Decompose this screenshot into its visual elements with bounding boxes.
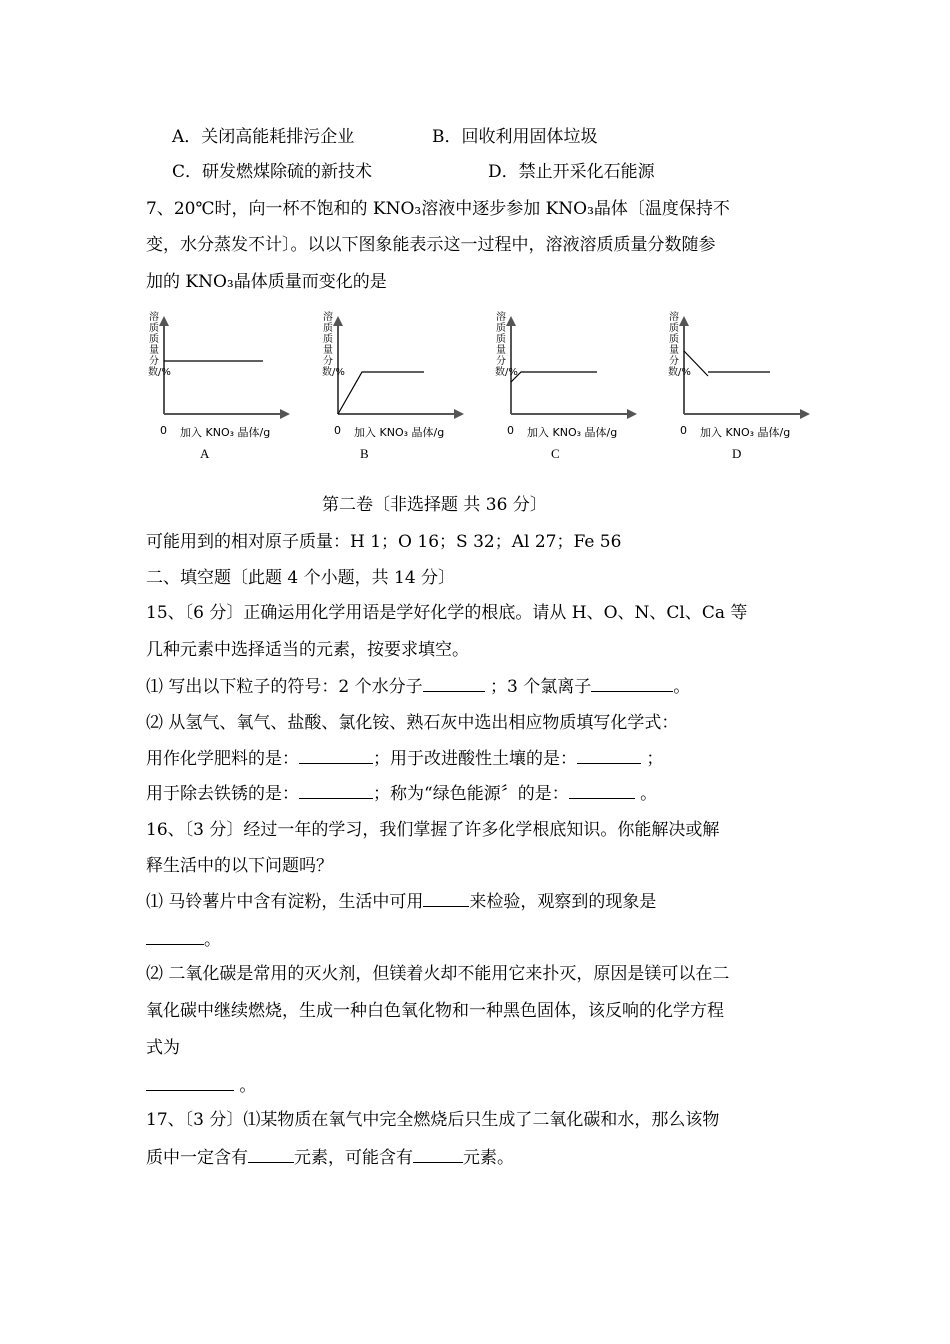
q15-fert-text-c: ；	[646, 749, 664, 769]
graph-c	[493, 310, 653, 460]
possible-elements-blank[interactable]	[413, 1146, 463, 1163]
graph-b-curve	[338, 372, 424, 414]
graph-c-origin: 0	[507, 424, 514, 437]
q15-fert-text-b: ；用于改进酸性土壤的是：	[373, 749, 577, 769]
q16-sub2-end: 。	[239, 1076, 257, 1096]
q15-sub2: ⑵ 从氢气、氧气、盐酸、氯化铵、熟石灰中选出相应物质填写化学式：	[146, 713, 679, 733]
fertilizer-blank[interactable]	[299, 747, 373, 764]
graph-d-x-label: 加入 KNO₃ 晶体/g	[700, 426, 791, 439]
q16-line-2: 释生活中的以下问题吗？	[146, 856, 333, 876]
graph-a-origin: 0	[160, 424, 167, 437]
q15-sub1-text-b: ；3 个氯离子	[490, 677, 592, 697]
graph-c-label: C	[551, 446, 560, 461]
equation-blank[interactable]	[146, 1074, 234, 1091]
q15-fert-text-a: 用作化学肥料的是：	[146, 749, 299, 769]
rust-removal-blank[interactable]	[299, 782, 373, 799]
q15-rust-text-c: 。	[640, 784, 658, 804]
graph-d-label: D	[732, 446, 742, 461]
q6-option-a: A．关闭高能耗排污企业	[172, 127, 355, 147]
q6-option-b: B．回收利用固体垃圾	[432, 127, 598, 147]
q6-option-d: D．禁止开采化石能源	[488, 162, 655, 182]
q16-sub2-line-2: 氧化碳中继续燃烧，生成一种白色氧化物和一种黑色固体，该反响的化学方程	[146, 1001, 724, 1021]
q16-line-1: 16、〔3 分〕经过一年的学习，我们掌握了许多化学根底知识。你能解决或解	[146, 820, 720, 840]
observation-blank[interactable]	[146, 928, 204, 945]
q15-rust-text-a: 用于除去铁锈的是：	[146, 784, 299, 804]
section2-title: 第二卷〔非选择题 共 36 分〕	[322, 495, 547, 515]
q16-sub1-text-a: ⑴ 马铃薯片中含有淀粉，生活中可用	[146, 892, 424, 912]
q17-line-1: 17、〔3 分〕⑴某物质在氧气中完全燃烧后只生成了二氧化碳和水，那么该物	[146, 1110, 720, 1130]
q15-line-1: 15、〔6 分〕正确运用化学用语是学好化学的根底。请从 H、O、N、Cl、Ca 等	[146, 603, 748, 623]
graph-a-label: A	[200, 446, 210, 461]
q15-sub1-text-a: ⑴ 写出以下粒子的符号：2 个水分子	[146, 677, 423, 697]
q16-sub2-line-1: ⑵ 二氧化碳是常用的灭火剂，但镁着火却不能用它来扑灭，原因是镁可以在二	[146, 964, 730, 984]
q15-sub1-text-c: 。	[673, 677, 691, 697]
graph-a-y-label: 溶质质量分数/%	[148, 312, 171, 378]
q7-line-1: 7、20℃时，向一杯不饱和的 KNO₃溶液中逐步参加 KNO₃晶体〔温度保持不	[146, 199, 730, 219]
graph-c-curve	[511, 372, 597, 382]
q16-sub1-text-b: 来检验，观察到的现象是	[469, 892, 657, 912]
q16-sub1-observation	[146, 928, 221, 952]
q15-rust-line	[146, 782, 657, 806]
graph-d-origin: 0	[680, 424, 687, 437]
part-title: 二、填空题〔此题 4 个小题，共 14 分〕	[146, 568, 456, 588]
q17-text-c: 元素。	[463, 1148, 514, 1168]
q7-line-2: 变，水分蒸发不计〕。以以下图象能表示这一过程中，溶液溶质质量分数随参	[146, 235, 716, 255]
graph-b-origin: 0	[334, 424, 341, 437]
graph-c-y-label: 溶质质量分数/%	[495, 312, 518, 378]
graph-b	[320, 310, 480, 460]
q15-line-2: 几种元素中选择适当的元素，按要求填空。	[146, 640, 469, 660]
graph-c-x-label: 加入 KNO₃ 晶体/g	[527, 426, 618, 439]
q16-sub2-line-3: 式为	[146, 1038, 180, 1058]
graph-d	[666, 310, 826, 460]
water-molecule-blank[interactable]	[423, 675, 485, 692]
graph-a-x-label: 加入 KNO₃ 晶体/g	[180, 426, 271, 439]
graph-a	[146, 310, 306, 460]
q16-sub1-end: 。	[204, 930, 221, 950]
q15-rust-text-b: ；称为“绿色能源〞的是：	[373, 784, 569, 804]
q16-sub2-equation	[146, 1074, 256, 1098]
q15-fertilizer-line	[146, 747, 663, 771]
q7-line-3: 加的 KNO₃晶体质量而变化的是	[146, 272, 387, 292]
q17-text-a: 质中一定含有	[146, 1148, 248, 1168]
acid-soil-blank[interactable]	[577, 747, 641, 764]
graph-d-y-label: 溶质质量分数/%	[668, 312, 691, 378]
chloride-ion-blank[interactable]	[591, 675, 673, 692]
green-energy-blank[interactable]	[569, 782, 635, 799]
q16-sub1	[146, 890, 656, 914]
q15-sub1	[146, 675, 690, 699]
q6-option-c: C．研发燃煤除硫的新技术	[172, 162, 373, 182]
graph-b-x-label: 加入 KNO₃ 晶体/g	[354, 426, 445, 439]
starch-test-blank[interactable]	[423, 890, 469, 907]
q17-text-b: 元素，可能含有	[294, 1148, 413, 1168]
q17-line-2	[146, 1146, 514, 1170]
definite-elements-blank[interactable]	[248, 1146, 294, 1163]
graph-b-y-label: 溶质质量分数/%	[322, 312, 345, 378]
graph-b-label: B	[360, 446, 369, 461]
atomic-masses: 可能用到的相对原子质量：H 1；O 16；S 32；Al 27；Fe 56	[146, 532, 622, 552]
